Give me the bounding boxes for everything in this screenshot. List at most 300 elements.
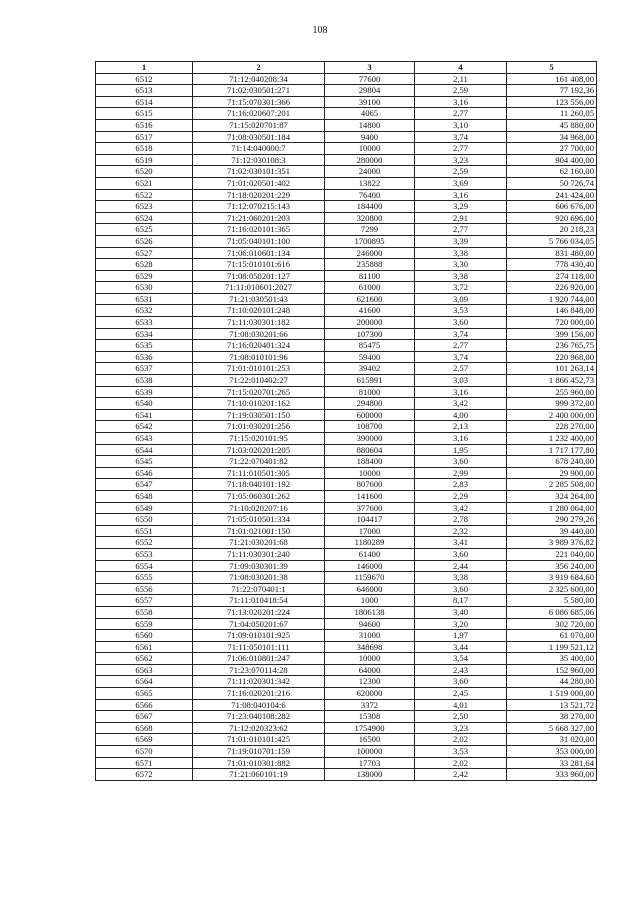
table-row [96,166,597,178]
specific-value-cell: 1,95 [415,444,507,456]
area-cell: 280000 [325,154,415,166]
cadastral-number-cell: 71:01:020501:402 [193,177,325,189]
cadastral-number-cell: 71:15:070301:366 [193,96,325,108]
area-cell: 76400 [325,189,415,201]
row-number-cell: 6559 [96,618,193,630]
specific-value-cell: 3,60 [415,548,507,560]
row-number-cell: 6533 [96,317,193,329]
cadastral-value-cell: 353 000,00 [507,746,597,758]
cadastral-number-cell: 71:03:020201:205 [193,444,325,456]
area-cell: 9400 [325,131,415,143]
cadastral-value-cell: 920 696,00 [507,212,597,224]
table-row [96,398,597,410]
specific-value-cell: 2,59 [415,85,507,97]
row-number-cell: 6527 [96,247,193,259]
specific-value-cell: 2,77 [415,224,507,236]
cadastral-number-cell: 71:10:020207:16 [193,502,325,514]
cadastral-number-cell: 71:10:010201:162 [193,398,325,410]
row-number-cell: 6529 [96,270,193,282]
area-cell: 61400 [325,548,415,560]
specific-value-cell: 2,57 [415,363,507,375]
column-header-1: 1 [96,62,193,74]
area-cell: 880604 [325,444,415,456]
table-row [96,769,597,781]
row-number-cell: 6514 [96,96,193,108]
specific-value-cell: 2,50 [415,711,507,723]
table-row [96,641,597,653]
row-number-cell: 6556 [96,583,193,595]
cadastral-value-cell: 20 218,23 [507,224,597,236]
cadastral-value-cell: 27 700,00 [507,143,597,155]
area-cell: 138000 [325,769,415,781]
cadastral-number-cell: 71:12:040208:34 [193,73,325,85]
cadastral-number-cell: 71:12:070215:143 [193,201,325,213]
area-cell: 10000 [325,467,415,479]
cadastral-value-cell: 2 325 600,00 [507,583,597,595]
specific-value-cell: 3,54 [415,653,507,665]
cadastral-value-cell: 50 726,74 [507,177,597,189]
specific-value-cell: 3,41 [415,537,507,549]
cadastral-value-cell: 61 070,00 [507,630,597,642]
cadastral-value-cell: 11 260,05 [507,108,597,120]
row-number-cell: 6565 [96,688,193,700]
cadastral-number-cell: 71:09:010101:925 [193,630,325,642]
table-row [96,699,597,711]
cadastral-number-cell: 71:22:070401:1 [193,583,325,595]
cadastral-value-cell: 221 040,00 [507,548,597,560]
cadastral-value-cell: 274 118,00 [507,270,597,282]
table-row [96,664,597,676]
area-cell: 17000 [325,525,415,537]
cadastral-value-cell: 324 264,00 [507,490,597,502]
specific-value-cell: 3,60 [415,456,507,468]
table-row [96,606,597,618]
table-row [96,746,597,758]
row-number-cell: 6524 [96,212,193,224]
cadastral-value-cell: 778 430,40 [507,259,597,271]
row-number-cell: 6557 [96,595,193,607]
table-row [96,583,597,595]
specific-value-cell: 2,13 [415,421,507,433]
cadastral-number-cell: 71:16:020101:365 [193,224,325,236]
cadastral-number-cell: 71:09:030301:39 [193,560,325,572]
cadastral-value-cell: 904 400,00 [507,154,597,166]
cadastral-number-cell: 71:01:010101:425 [193,734,325,746]
table-row [96,224,597,236]
area-cell: 104417 [325,514,415,526]
row-number-cell: 6541 [96,409,193,421]
cadastral-number-cell: 71:08:030201:66 [193,328,325,340]
cadastral-value-cell: 31 020,00 [507,734,597,746]
cadastral-number-cell: 71:06:010801:247 [193,653,325,665]
area-cell: 4065 [325,108,415,120]
table-row [96,131,597,143]
area-cell: 646000 [325,583,415,595]
table-row [96,386,597,398]
cadastral-number-cell: 71:15:010101:616 [193,259,325,271]
cadastral-number-cell: 71:08:030501:184 [193,131,325,143]
cadastral-value-cell: 1 280 064,00 [507,502,597,514]
specific-value-cell: 2,29 [415,490,507,502]
column-header-4: 4 [415,62,507,74]
row-number-cell: 6553 [96,548,193,560]
area-cell: 146000 [325,560,415,572]
cadastral-number-cell: 71:05:010501:334 [193,514,325,526]
row-number-cell: 6536 [96,351,193,363]
table-row [96,154,597,166]
specific-value-cell: 2,91 [415,212,507,224]
table-row [96,201,597,213]
cadastral-number-cell: 71:11:010501:305 [193,467,325,479]
table-row [96,560,597,572]
specific-value-cell: 3,29 [415,201,507,213]
cadastral-number-cell: 71:12:030108:3 [193,154,325,166]
specific-value-cell: 8,17 [415,595,507,607]
cadastral-number-cell: 71:11:030301:182 [193,317,325,329]
specific-value-cell: 4,01 [415,699,507,711]
row-number-cell: 6571 [96,757,193,769]
specific-value-cell: 3,16 [415,433,507,445]
cadastral-number-cell: 71:15:020101:95 [193,433,325,445]
specific-value-cell: 3,23 [415,722,507,734]
row-number-cell: 6534 [96,328,193,340]
cadastral-number-cell: 71:04:050201:67 [193,618,325,630]
specific-value-cell: 3,53 [415,305,507,317]
row-number-cell: 6517 [96,131,193,143]
cadastral-value-cell: 5 668 327,00 [507,722,597,734]
row-number-cell: 6542 [96,421,193,433]
area-cell: 200000 [325,317,415,329]
area-cell: 184400 [325,201,415,213]
cadastral-number-cell: 71:14:040000:7 [193,143,325,155]
row-number-cell: 6551 [96,525,193,537]
row-number-cell: 6552 [96,537,193,549]
table-row [96,514,597,526]
row-number-cell: 6535 [96,340,193,352]
table-row [96,247,597,259]
area-cell: 10000 [325,143,415,155]
cadastral-value-cell: 35 400,00 [507,653,597,665]
cadastral-number-cell: 71:08:030201:38 [193,572,325,584]
table-header-row [96,62,597,74]
cadastral-number-cell: 71:16:020201:216 [193,688,325,700]
cadastral-number-cell: 71:21:060101:19 [193,769,325,781]
table-row [96,293,597,305]
cadastral-value-cell: 255 960,00 [507,386,597,398]
area-cell: 64000 [325,664,415,676]
cadastral-number-cell: 71:23:070114:28 [193,664,325,676]
row-number-cell: 6522 [96,189,193,201]
area-cell: 235888 [325,259,415,271]
area-cell: 14800 [325,119,415,131]
specific-value-cell: 3,74 [415,131,507,143]
row-number-cell: 6520 [96,166,193,178]
area-cell: 615991 [325,375,415,387]
row-number-cell: 6560 [96,630,193,642]
row-number-cell: 6572 [96,769,193,781]
specific-value-cell: 4,00 [415,409,507,421]
column-header-2: 2 [193,62,325,74]
cadastral-number-cell: 71:01:021001:150 [193,525,325,537]
cadastral-number-cell: 71:11:010418:54 [193,595,325,607]
table-row [96,537,597,549]
specific-value-cell: 3,16 [415,386,507,398]
area-cell: 61000 [325,282,415,294]
table-row [96,317,597,329]
specific-value-cell: 2,11 [415,73,507,85]
area-cell: 1159670 [325,572,415,584]
row-number-cell: 6532 [96,305,193,317]
cadastral-value-cell: 399 156,00 [507,328,597,340]
cadastral-value-cell: 220 968,00 [507,351,597,363]
row-number-cell: 6550 [96,514,193,526]
cadastral-value-cell: 241 424,00 [507,189,597,201]
area-cell: 13822 [325,177,415,189]
table-row [96,572,597,584]
table-row [96,375,597,387]
cadastral-value-cell: 39 440,00 [507,525,597,537]
table-row [96,212,597,224]
row-number-cell: 6521 [96,177,193,189]
specific-value-cell: 2,43 [415,664,507,676]
area-cell: 188400 [325,456,415,468]
specific-value-cell: 2,77 [415,143,507,155]
cadastral-value-cell: 146 848,00 [507,305,597,317]
cadastral-number-cell: 71:11:010601:2027 [193,282,325,294]
table-row [96,340,597,352]
table-row [96,270,597,282]
specific-value-cell: 3,74 [415,351,507,363]
table-row [96,595,597,607]
row-number-cell: 6566 [96,699,193,711]
table-row [96,189,597,201]
cadastral-number-cell: 71:16:020401:324 [193,340,325,352]
cadastral-value-cell: 33 281,64 [507,757,597,769]
specific-value-cell: 2,99 [415,467,507,479]
cadastral-number-cell: 71:21:060201:203 [193,212,325,224]
cadastral-number-cell: 71:19:010701:159 [193,746,325,758]
specific-value-cell: 3,23 [415,154,507,166]
specific-value-cell: 3,44 [415,641,507,653]
table-row [96,618,597,630]
column-header-5: 5 [507,62,597,74]
row-number-cell: 6515 [96,108,193,120]
cadastral-value-cell: 2 285 508,00 [507,479,597,491]
area-cell: 294800 [325,398,415,410]
row-number-cell: 6537 [96,363,193,375]
area-cell: 10000 [325,653,415,665]
cadastral-number-cell: 71:02:030501:271 [193,85,325,97]
specific-value-cell: 3,09 [415,293,507,305]
area-cell: 85475 [325,340,415,352]
cadastral-number-cell: 71:01:030201:256 [193,421,325,433]
table-row [96,734,597,746]
row-number-cell: 6567 [96,711,193,723]
cadastral-number-cell: 71:23:040108:282 [193,711,325,723]
row-number-cell: 6561 [96,641,193,653]
table-row [96,235,597,247]
cadastral-value-cell: 13 521,72 [507,699,597,711]
specific-value-cell: 2,02 [415,734,507,746]
area-cell: 15308 [325,711,415,723]
specific-value-cell: 2,32 [415,525,507,537]
specific-value-cell: 3,39 [415,235,507,247]
cadastral-value-cell: 1 199 521,12 [507,641,597,653]
area-cell: 100000 [325,746,415,758]
area-cell: 320800 [325,212,415,224]
row-number-cell: 6543 [96,433,193,445]
cadastral-value-cell: 3 989 376,82 [507,537,597,549]
cadastral-number-cell: 71:15:020701:265 [193,386,325,398]
area-cell: 39100 [325,96,415,108]
row-number-cell: 6570 [96,746,193,758]
specific-value-cell: 3,38 [415,572,507,584]
cadastral-value-cell: 152 960,00 [507,664,597,676]
area-cell: 377600 [325,502,415,514]
table-row [96,421,597,433]
row-number-cell: 6530 [96,282,193,294]
cadastral-value-cell: 44 280,00 [507,676,597,688]
column-header-3: 3 [325,62,415,74]
specific-value-cell: 2,02 [415,757,507,769]
row-number-cell: 6531 [96,293,193,305]
table-row [96,722,597,734]
specific-value-cell: 3,69 [415,177,507,189]
table-row [96,143,597,155]
cadastral-number-cell: 71:08:010101:96 [193,351,325,363]
area-cell: 94600 [325,618,415,630]
cadastral-number-cell: 71:21:030501:43 [193,293,325,305]
row-number-cell: 6512 [96,73,193,85]
area-cell: 390000 [325,433,415,445]
cadastral-number-cell: 71:10:020101:248 [193,305,325,317]
specific-value-cell: 3,38 [415,247,507,259]
row-number-cell: 6540 [96,398,193,410]
specific-value-cell: 1,97 [415,630,507,642]
table-row [96,305,597,317]
page-number: 108 [312,25,328,36]
cadastral-value-cell: 356 240,00 [507,560,597,572]
cadastral-number-cell: 71:06:010601:134 [193,247,325,259]
cadastral-value-cell: 1 717 177,80 [507,444,597,456]
cadastral-value-cell: 999 372,00 [507,398,597,410]
row-number-cell: 6562 [96,653,193,665]
cadastral-number-cell: 71:02:030101:351 [193,166,325,178]
cadastral-value-cell: 5 580,00 [507,595,597,607]
area-cell: 107300 [325,328,415,340]
row-number-cell: 6554 [96,560,193,572]
area-cell: 59400 [325,351,415,363]
specific-value-cell: 3,30 [415,259,507,271]
cadastral-number-cell: 71:22:070401:82 [193,456,325,468]
row-number-cell: 6528 [96,259,193,271]
table-row [96,630,597,642]
row-number-cell: 6526 [96,235,193,247]
cadastral-value-cell: 1 519 000,00 [507,688,597,700]
specific-value-cell: 2,77 [415,108,507,120]
area-cell: 81100 [325,270,415,282]
cadastral-number-cell: 71:16:020607:201 [193,108,325,120]
area-cell: 1000 [325,595,415,607]
cadastral-value-cell: 228 270,00 [507,421,597,433]
specific-value-cell: 2,83 [415,479,507,491]
specific-value-cell: 3,16 [415,96,507,108]
cadastral-value-cell: 3 919 684,60 [507,572,597,584]
table-row [96,96,597,108]
table-row [96,502,597,514]
cadastral-value-cell: 161 408,00 [507,73,597,85]
area-cell: 108700 [325,421,415,433]
cadastral-value-cell: 606 676,00 [507,201,597,213]
cadastral-number-cell: 71:19:030501:150 [193,409,325,421]
row-number-cell: 6525 [96,224,193,236]
cadastral-value-cell: 1 920 744,00 [507,293,597,305]
specific-value-cell: 3,42 [415,502,507,514]
row-number-cell: 6549 [96,502,193,514]
specific-value-cell: 3,53 [415,746,507,758]
cadastral-value-cell: 333 960,00 [507,769,597,781]
cadastral-value-cell: 123 556,00 [507,96,597,108]
area-cell: 246000 [325,247,415,259]
row-number-cell: 6568 [96,722,193,734]
table-row [96,525,597,537]
table-row [96,757,597,769]
area-cell: 621600 [325,293,415,305]
cadastral-value-cell: 1 232 400,00 [507,433,597,445]
table-row [96,653,597,665]
cadastral-value-cell: 831 480,00 [507,247,597,259]
specific-value-cell: 3,60 [415,317,507,329]
specific-value-cell: 2,45 [415,688,507,700]
cadastral-number-cell: 71:05:060301:262 [193,490,325,502]
cadastral-number-cell: 71:21:030201:68 [193,537,325,549]
row-number-cell: 6519 [96,154,193,166]
specific-value-cell: 2,78 [415,514,507,526]
table-row [96,119,597,131]
area-cell: 1806138 [325,606,415,618]
row-number-cell: 6544 [96,444,193,456]
area-cell: 1180289 [325,537,415,549]
table-row [96,351,597,363]
cadastral-value-cell: 678 240,00 [507,456,597,468]
cadastral-number-cell: 71:13:020201:224 [193,606,325,618]
cadastral-value-cell: 77 192,36 [507,85,597,97]
specific-value-cell: 2,77 [415,340,507,352]
cadastral-value-cell: 45 880,00 [507,119,597,131]
area-cell: 141600 [325,490,415,502]
area-cell: 7299 [325,224,415,236]
cadastral-value-cell: 29 900,00 [507,467,597,479]
table-row [96,328,597,340]
cadastral-number-cell: 71:12:020323:62 [193,722,325,734]
area-cell: 3372 [325,699,415,711]
cadastral-number-cell: 71:18:020201:229 [193,189,325,201]
cadastral-value-cell: 720 000,00 [507,317,597,329]
table-body [96,73,597,780]
row-number-cell: 6539 [96,386,193,398]
specific-value-cell: 2,42 [415,769,507,781]
cadastral-value-cell: 226 920,00 [507,282,597,294]
specific-value-cell: 3,16 [415,189,507,201]
cadastral-value-cell: 5 766 034,05 [507,235,597,247]
cadastral-number-cell: 71:15:020701:87 [193,119,325,131]
table-row [96,433,597,445]
cadastral-number-cell: 71:11:050101:111 [193,641,325,653]
cadastral-number-cell: 71:18:040101:192 [193,479,325,491]
specific-value-cell: 3,38 [415,270,507,282]
area-cell: 31000 [325,630,415,642]
cadastral-value-cell: 34 968,00 [507,131,597,143]
